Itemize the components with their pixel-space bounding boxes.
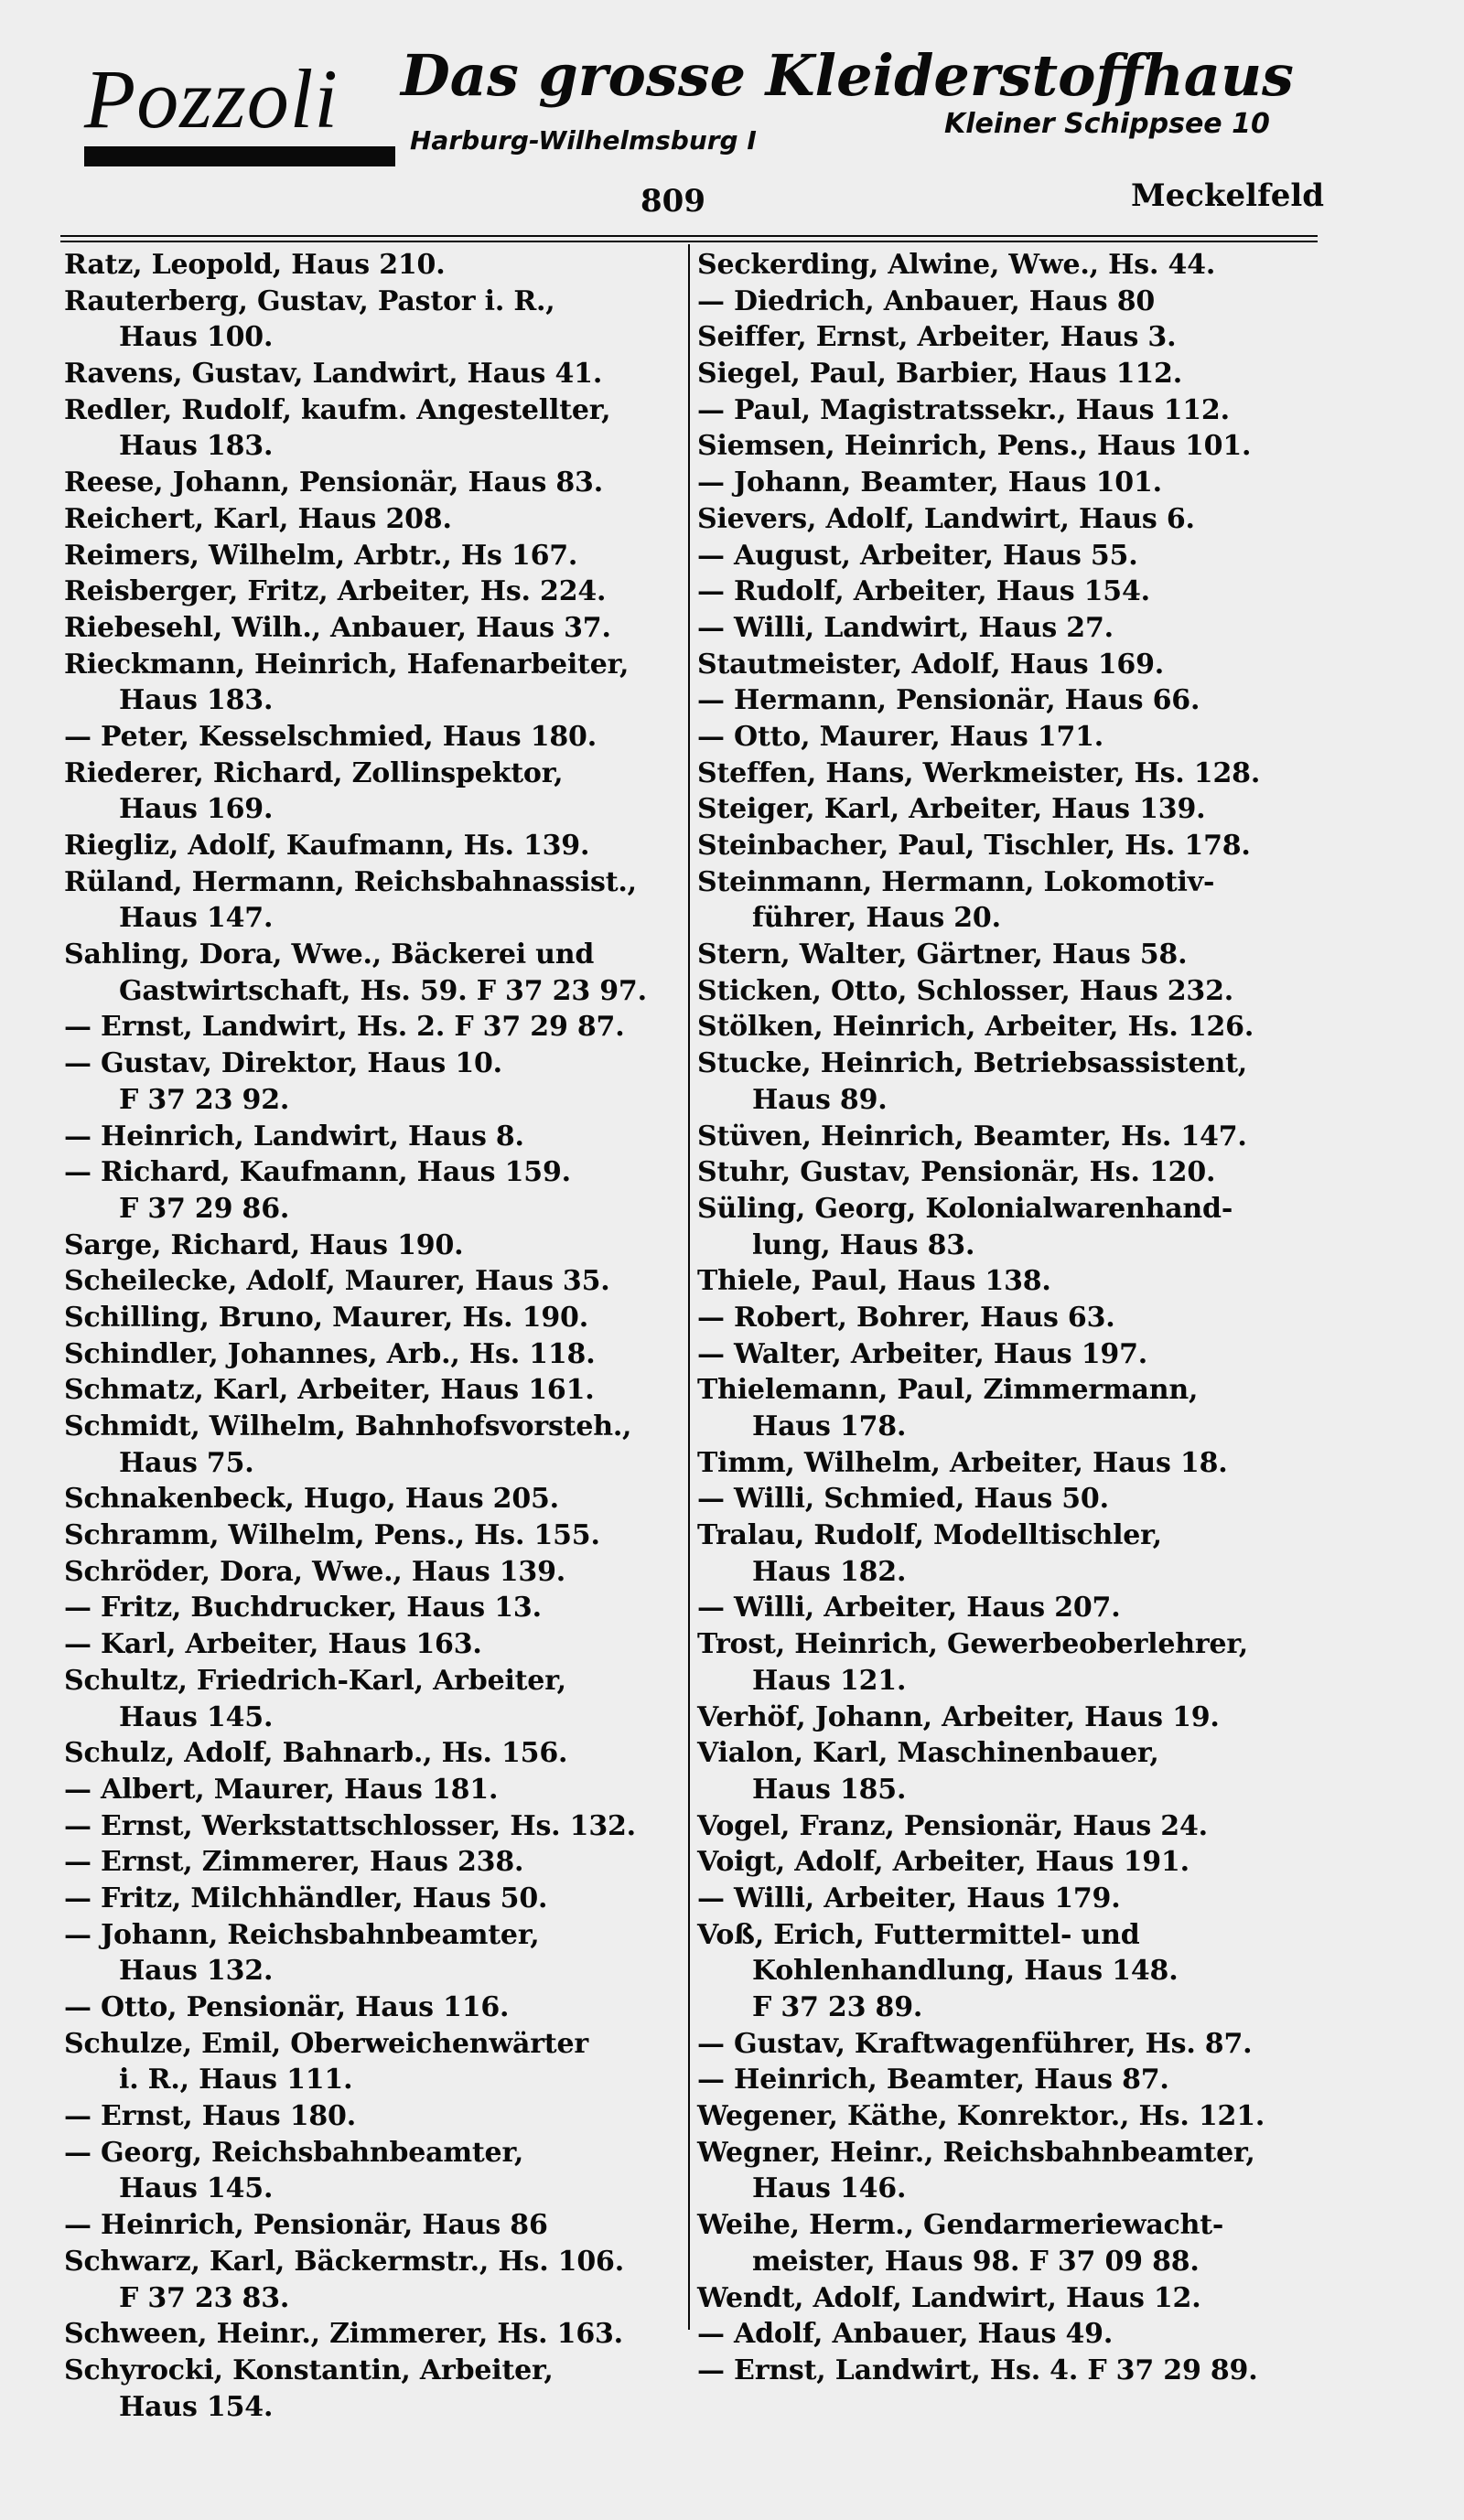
directory-entry: Redler, Rudolf, kaufm. Angestellter,: [64, 393, 611, 426]
directory-entry-continuation: F 37 23 92.: [119, 1083, 290, 1116]
directory-entry-continuation: Haus 75.: [119, 1446, 254, 1479]
directory-entry: Stucke, Heinrich, Betriebsassistent,: [697, 1047, 1247, 1080]
directory-entry: Rieckmann, Heinrich, Hafenarbeiter,: [64, 648, 630, 681]
directory-entry: — Hermann, Pensionär, Haus 66.: [697, 684, 1200, 717]
directory-entry: Reisberger, Fritz, Arbeiter, Hs. 224.: [64, 575, 607, 608]
directory-entry: Steiger, Karl, Arbeiter, Haus 139.: [697, 793, 1206, 826]
directory-entry: Stern, Walter, Gärtner, Haus 58.: [697, 938, 1188, 971]
directory-entry: Rauterberg, Gustav, Pastor i. R.,: [64, 284, 555, 317]
directory-entry: Schmatz, Karl, Arbeiter, Haus 161.: [64, 1374, 595, 1407]
directory-entry: Trost, Heinrich, Gewerbeoberlehrer,: [697, 1628, 1249, 1661]
ad-address: Kleiner Schippsee 10: [944, 108, 1270, 140]
header-rule-bottom: [60, 241, 1318, 242]
page-number: 809: [640, 183, 705, 220]
directory-entry: Stölken, Heinrich, Arbeiter, Hs. 126.: [697, 1011, 1254, 1044]
ad-title: Das grosse Kleiderstoffhaus: [401, 42, 1294, 109]
directory-entry: — Gustav, Kraftwagenführer, Hs. 87.: [697, 2027, 1253, 2060]
directory-entry-continuation: Haus 178.: [752, 1410, 907, 1442]
directory-entry: Riebesehl, Wilh., Anbauer, Haus 37.: [64, 611, 611, 644]
directory-entry: Thielemann, Paul, Zimmermann,: [697, 1374, 1199, 1407]
directory-entry: — Georg, Reichsbahnbeamter,: [64, 2136, 524, 2169]
directory-entry: Stuhr, Gustav, Pensionär, Hs. 120.: [697, 1156, 1216, 1189]
directory-entry: Timm, Wilhelm, Arbeiter, Haus 18.: [697, 1446, 1228, 1479]
directory-entry: Reese, Johann, Pensionär, Haus 83.: [64, 466, 603, 499]
directory-entry-continuation: lung, Haus 83.: [752, 1228, 975, 1261]
directory-entry: Sarge, Richard, Haus 190.: [64, 1228, 464, 1261]
directory-entry: — Ernst, Landwirt, Hs. 2. F 37 29 87.: [64, 1011, 625, 1044]
directory-entry: — Walter, Arbeiter, Haus 197.: [697, 1337, 1148, 1370]
ad-brand: Pozzoli: [84, 52, 339, 145]
directory-entry: Steffen, Hans, Werkmeister, Hs. 128.: [697, 756, 1261, 789]
directory-entry: — Peter, Kesselschmied, Haus 180.: [64, 720, 597, 753]
directory-entry: Sievers, Adolf, Landwirt, Haus 6.: [697, 502, 1195, 535]
directory-entry-continuation: Haus 185.: [752, 1773, 907, 1806]
directory-entry: — Johann, Beamter, Haus 101.: [697, 466, 1162, 499]
directory-entry: Stautmeister, Adolf, Haus 169.: [697, 648, 1164, 681]
directory-entry: Riegliz, Adolf, Kaufmann, Hs. 139.: [64, 830, 590, 862]
directory-entry-continuation: Haus 132.: [119, 1955, 274, 1988]
ad-location: Harburg-Wilhelmsburg I: [410, 125, 757, 155]
directory-entry: — Albert, Maurer, Haus 181.: [64, 1773, 499, 1806]
directory-entry: Voß, Erich, Futtermittel- und: [697, 1918, 1140, 1951]
directory-entry: — Willi, Landwirt, Haus 27.: [697, 611, 1114, 644]
directory-entry: — Willi, Arbeiter, Haus 179.: [697, 1882, 1121, 1914]
directory-entry: Ravens, Gustav, Landwirt, Haus 41.: [64, 358, 603, 391]
right-column: [697, 247, 1343, 2389]
directory-entry: Sahling, Dora, Wwe., Bäckerei und: [64, 938, 595, 971]
directory-entry-continuation: Kohlenhandlung, Haus 148.: [752, 1955, 1179, 1988]
directory-entry: — Heinrich, Landwirt, Haus 8.: [64, 1120, 524, 1153]
directory-entry-continuation: Haus 146.: [752, 2172, 907, 2205]
directory-entry: — Fritz, Milchhändler, Haus 50.: [64, 1882, 548, 1914]
directory-entry: Riederer, Richard, Zollinspektor,: [64, 756, 564, 789]
directory-entry-continuation: F 37 29 86.: [119, 1192, 290, 1225]
left-column: [64, 247, 679, 2425]
directory-entry: — Gustav, Direktor, Haus 10.: [64, 1047, 502, 1080]
directory-entry: Schween, Heinr., Zimmerer, Hs. 163.: [64, 2318, 623, 2351]
directory-entry: Thiele, Paul, Haus 138.: [697, 1265, 1051, 1298]
directory-entry: Sticken, Otto, Schlosser, Haus 232.: [697, 974, 1234, 1007]
directory-entry: Siegel, Paul, Barbier, Haus 112.: [697, 358, 1182, 391]
directory-entry: Schulz, Adolf, Bahnarb., Hs. 156.: [64, 1737, 568, 1770]
directory-entry-continuation: Haus 145.: [119, 1700, 274, 1733]
directory-entry: — Fritz, Buchdrucker, Haus 13.: [64, 1592, 542, 1625]
directory-entry: Rüland, Hermann, Reichsbahnassist.,: [64, 865, 637, 898]
directory-entry: — Ernst, Zimmerer, Haus 238.: [64, 1846, 524, 1879]
directory-entry: — Paul, Magistratssekr., Haus 112.: [697, 393, 1230, 426]
directory-entry: Vialon, Karl, Maschinenbauer,: [697, 1737, 1159, 1770]
directory-entry: — Willi, Schmied, Haus 50.: [697, 1483, 1109, 1516]
directory-entry: — Rudolf, Arbeiter, Haus 154.: [697, 575, 1150, 608]
directory-entry: Verhöf, Johann, Arbeiter, Haus 19.: [697, 1700, 1220, 1733]
directory-entry: — Heinrich, Pensionär, Haus 86: [64, 2209, 548, 2242]
directory-entry-continuation: Haus 183.: [119, 430, 274, 463]
directory-entry-continuation: Gastwirtschaft, Hs. 59. F 37 23 97.: [119, 974, 647, 1007]
directory-entry: Schmidt, Wilhelm, Bahnhofsvorsteh.,: [64, 1410, 632, 1442]
directory-entry: Seiffer, Ernst, Arbeiter, Haus 3.: [697, 321, 1177, 354]
directory-entry-continuation: F 37 23 83.: [119, 2281, 290, 2314]
directory-entry-continuation: F 37 23 89.: [752, 1991, 923, 2023]
directory-entry: Schilling, Bruno, Maurer, Hs. 190.: [64, 1301, 588, 1334]
directory-entry: Schwarz, Karl, Bäckermstr., Hs. 106.: [64, 2245, 624, 2278]
directory-entry: Schnakenbeck, Hugo, Haus 205.: [64, 1483, 559, 1516]
directory-entry: — Johann, Reichsbahnbeamter,: [64, 1918, 540, 1951]
directory-entry: Vogel, Franz, Pensionär, Haus 24.: [697, 1809, 1208, 1842]
directory-entry: Wendt, Adolf, Landwirt, Haus 12.: [697, 2281, 1201, 2314]
directory-entry: Seckerding, Alwine, Wwe., Hs. 44.: [697, 249, 1216, 281]
directory-entry: — Diedrich, Anbauer, Haus 80: [697, 284, 1156, 317]
directory-entry: Schultz, Friedrich-Karl, Arbeiter,: [64, 1664, 566, 1697]
directory-entry: Weihe, Herm., Gendarmeriewacht-: [697, 2209, 1224, 2242]
place-name: Meckelfeld: [1131, 177, 1325, 214]
directory-entry: — Ernst, Haus 180.: [64, 2100, 356, 2133]
directory-entry: Steinmann, Hermann, Lokomotiv-: [697, 865, 1215, 898]
directory-entry-continuation: Haus 183.: [119, 684, 274, 717]
directory-entry-continuation: führer, Haus 20.: [752, 902, 1001, 935]
directory-entry: Schulze, Emil, Oberweichenwärter: [64, 2027, 588, 2060]
directory-entry-continuation: Haus 145.: [119, 2172, 274, 2205]
directory-entry: Schindler, Johannes, Arb., Hs. 118.: [64, 1337, 596, 1370]
directory-entry: — Karl, Arbeiter, Haus 163.: [64, 1628, 482, 1661]
directory-entry: Stüven, Heinrich, Beamter, Hs. 147.: [697, 1120, 1247, 1153]
directory-entry-continuation: i. R., Haus 111.: [119, 2064, 353, 2096]
directory-entry: Reimers, Wilhelm, Arbtr., Hs 167.: [64, 539, 578, 572]
directory-entry: Schröder, Dora, Wwe., Haus 139.: [64, 1555, 566, 1588]
directory-entry-continuation: Haus 154.: [119, 2390, 274, 2423]
directory-entry: — Otto, Maurer, Haus 171.: [697, 720, 1104, 753]
directory-entry: — Heinrich, Beamter, Haus 87.: [697, 2064, 1169, 2096]
directory-entry-continuation: meister, Haus 98. F 37 09 88.: [752, 2245, 1200, 2278]
directory-entry-continuation: Haus 100.: [119, 321, 274, 354]
directory-entry: — Ernst, Landwirt, Hs. 4. F 37 29 89.: [697, 2354, 1258, 2386]
directory-entry-continuation: Haus 89.: [752, 1083, 888, 1116]
column-divider: [688, 244, 690, 2330]
directory-entry: Steinbacher, Paul, Tischler, Hs. 178.: [697, 830, 1251, 862]
directory-entry: Ratz, Leopold, Haus 210.: [64, 249, 446, 281]
directory-entry: — Robert, Bohrer, Haus 63.: [697, 1301, 1115, 1334]
directory-entry-continuation: Haus 147.: [119, 902, 274, 935]
directory-entry: Reichert, Karl, Haus 208.: [64, 502, 452, 535]
directory-entry: Tralau, Rudolf, Modelltischler,: [697, 1519, 1162, 1552]
directory-entry: Scheilecke, Adolf, Maurer, Haus 35.: [64, 1265, 610, 1298]
directory-entry-continuation: Haus 169.: [119, 793, 274, 826]
directory-entry: — Ernst, Werkstattschlosser, Hs. 132.: [64, 1809, 636, 1842]
directory-entry-continuation: Haus 182.: [752, 1555, 907, 1588]
directory-entry-continuation: Haus 121.: [752, 1664, 907, 1697]
directory-entry: — Adolf, Anbauer, Haus 49.: [697, 2318, 1114, 2351]
directory-entry: Wegner, Heinr., Reichsbahnbeamter,: [697, 2136, 1255, 2169]
directory-entry: Siemsen, Heinrich, Pens., Haus 101.: [697, 430, 1252, 463]
header-rule-top: [60, 235, 1318, 237]
directory-entry: Wegener, Käthe, Konrektor., Hs. 121.: [697, 2100, 1265, 2133]
ad-underline-bar: [84, 146, 395, 166]
directory-entry: Schramm, Wilhelm, Pens., Hs. 155.: [64, 1519, 600, 1552]
directory-entry: Voigt, Adolf, Arbeiter, Haus 191.: [697, 1846, 1190, 1879]
directory-entry: Süling, Georg, Kolonialwarenhand-: [697, 1192, 1233, 1225]
directory-entry: — Willi, Arbeiter, Haus 207.: [697, 1592, 1121, 1625]
directory-entry: — Otto, Pensionär, Haus 116.: [64, 1991, 510, 2023]
directory-entry: Schyrocki, Konstantin, Arbeiter,: [64, 2354, 554, 2386]
directory-entry: — Richard, Kaufmann, Haus 159.: [64, 1156, 571, 1189]
directory-entry: — August, Arbeiter, Haus 55.: [697, 539, 1138, 572]
